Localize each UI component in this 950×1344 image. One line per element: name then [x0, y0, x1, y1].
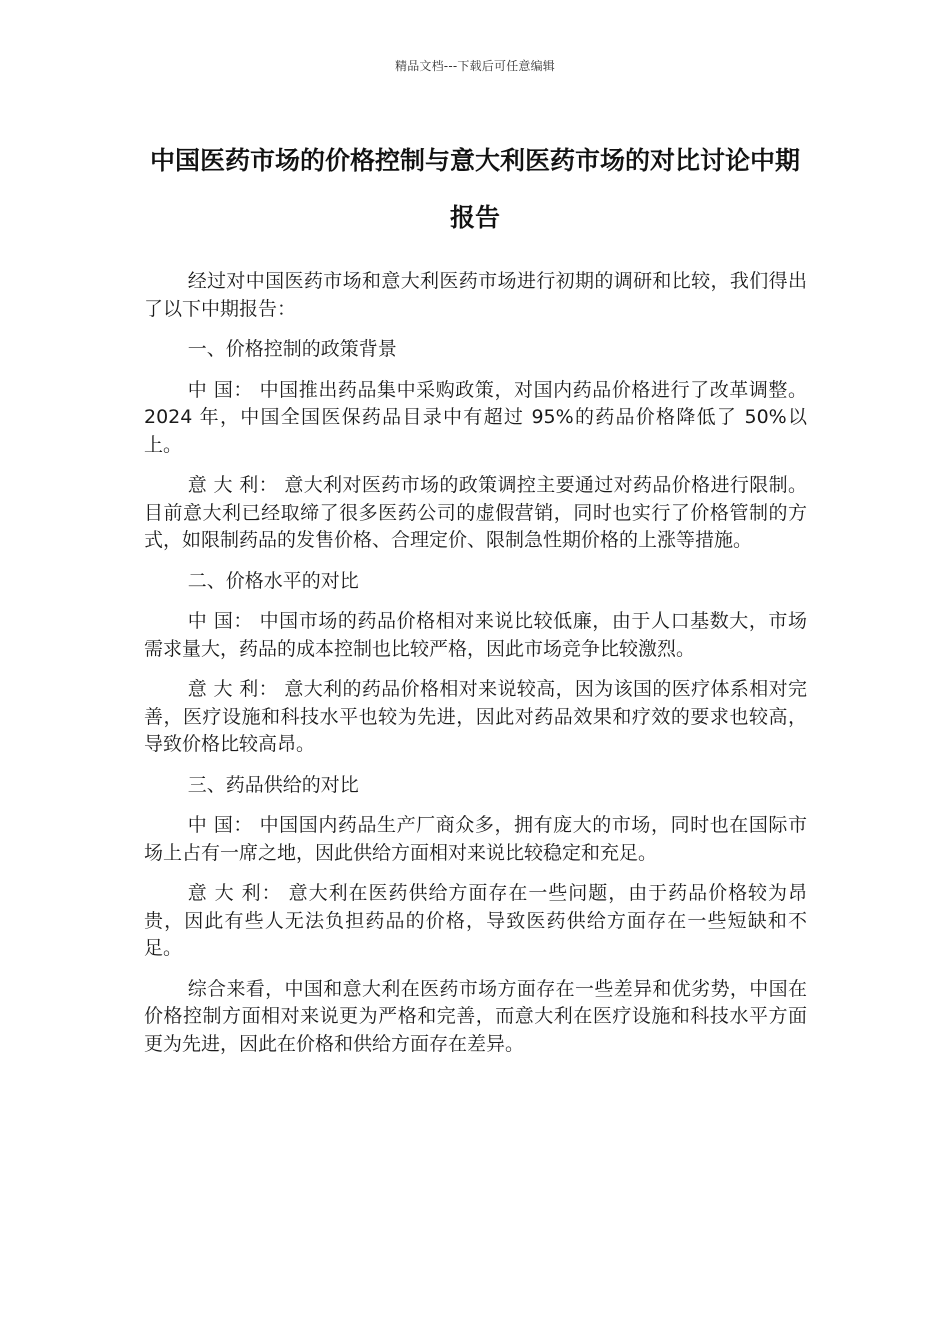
section-heading-price-level: 二、价格水平的对比 [187, 569, 359, 592]
paragraph-china-price: 中 国： 中国市场的药品价格相对来说比较低廉，由于人口基数大，市场需求量大，药品的成本控制也比较严格，因此市场竞争比较激烈。 [144, 610, 807, 660]
paragraph-italy-price: 意 大 利： 意大利的药品价格相对来说较高，因为该国的医疗体系相对完善，医疗设施和科技水平也较为先进，因此对药品效果和疗效的要求也较高，导致价格比较高昂。 [144, 678, 807, 755]
paragraph-china-supply: 中 国： 中国国内药品生产厂商众多，拥有庞大的市场，同时也在国际市场上占有一席之地，因此供给方面相对来说比较稳定和充足。 [144, 814, 807, 864]
paragraph-italy-supply: 意 大 利： 意大利在医药供给方面存在一些问题，由于药品价格较为昂贵，因此有些人无法负担药品的价格，导致医药供给方面存在一些短缺和不足。 [144, 882, 807, 959]
section-heading-supply: 三、药品供给的对比 [187, 773, 359, 796]
paragraph-italy-policy: 意 大 利： 意大利对医药市场的政策调控主要通过对药品价格进行限制。目前意大利已经取缔了很多医药公司的虚假营销，同时也实行了价格管制的方式，如限制药品的发售价格、合理定价、限制急性期价格的上涨等措施。 [144, 474, 807, 551]
document-title: 中国医药市场的价格控制与意大利医药市场的对比讨论中期报告 [149, 146, 800, 232]
intro-paragraph: 经过对中国医药市场和意大利医药市场进行初期的调研和比较，我们得出了以下中期报告： [144, 270, 807, 320]
section-heading-policy: 一、价格控制的政策背景 [187, 338, 397, 360]
paragraph-china-policy: 中 国： 中国推出药品集中采购政策，对国内药品价格进行了改革调整。2024 年，中国全国医保药品目录中有超过 95%的药品价格降低了 50%以上。 [144, 378, 807, 456]
conclusion-paragraph: 综合来看，中国和意大利在医药市场方面存在一些差异和优劣势，中国在价格控制方面相对来说更为严格和完善，而意大利在医疗设施和科技水平方面更为先进，因此在价格和供给方面存在差异。 [144, 977, 807, 1055]
document-body [144, 268, 807, 1071]
header-note: 精品文档---下载后可任意编辑 [395, 59, 555, 73]
